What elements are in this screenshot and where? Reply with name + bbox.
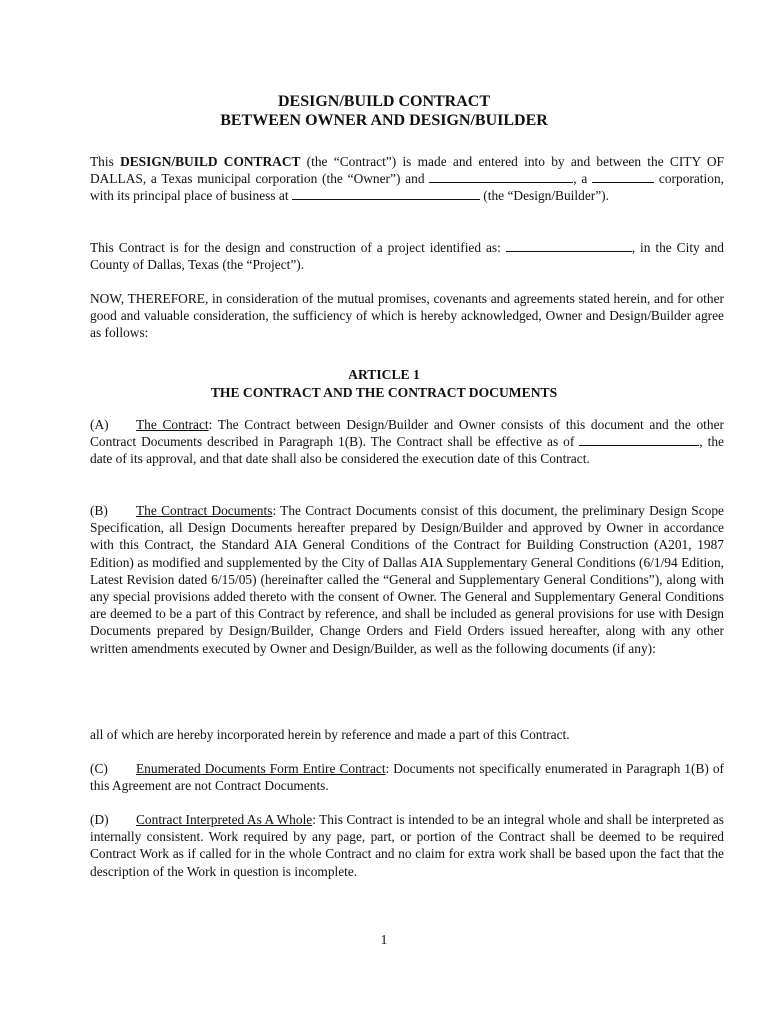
intro-text: (the “Design/Builder”). <box>479 188 609 204</box>
intro-text: (the “Contract”) is made and entered into by and between the CITY OF DALLAS, a Texas municipal corporation (the “Owner”) and <box>90 154 725 187</box>
section-b <box>90 502 724 657</box>
title-line-2: BETWEEN OWNER AND DESIGN/BUILDER <box>220 112 548 129</box>
project-text: This Contract is for the design and construction of a project identified as: <box>90 240 506 255</box>
business-address-blank[interactable] <box>292 187 480 200</box>
contract-name: DESIGN/BUILD CONTRACT <box>120 154 301 169</box>
section-c-title: Enumerated Documents Form Entire Contract <box>136 761 386 776</box>
section-c-text: : Documents not specifically enumerated in Paragraph 1(B) of this Agreement are not Contract Documents. <box>90 761 725 794</box>
intro-paragraph <box>90 153 724 205</box>
section-a <box>90 416 724 468</box>
section-b-label: (B) <box>90 503 108 518</box>
section-a-label: (A) <box>90 417 109 432</box>
design-builder-name-blank[interactable] <box>429 170 573 183</box>
state-of-incorporation-blank[interactable] <box>592 170 654 183</box>
effective-date-blank[interactable] <box>579 433 699 446</box>
article-number: ARTICLE 1 <box>348 367 420 382</box>
section-c-label: (C) <box>90 761 108 776</box>
now-therefore-paragraph: NOW, THEREFORE, in consideration of the mutual promises, covenants and agreements stated herein, and for other good and valuable consideration, the sufficiency of which is hereby acknowledged, Owner and Design/Builder agree as follows: <box>90 291 724 341</box>
intro-text: This <box>90 154 121 169</box>
title-line-1: DESIGN/BUILD CONTRACT <box>277 93 491 110</box>
article-heading: THE CONTRACT AND THE CONTRACT DOCUMENTS <box>210 385 558 400</box>
page-number: 1 <box>380 932 388 947</box>
section-b-title: The Contract Documents <box>136 503 273 518</box>
section-d-title: Contract Interpreted As A Whole <box>136 812 313 827</box>
project-name-blank[interactable] <box>506 239 632 252</box>
section-d-text: : This Contract is intended to be an integral whole and shall be interpreted as internally consistent. Work required by any page, part, or portion of the Contract shall be deemed to be required Contract Work as if called for in the whole Contract and no claim for extra work shall be based upon the fact that the description of the Work in question is incomplete. <box>90 812 724 879</box>
intro-text: corporation, with its principal place of business at <box>90 171 724 204</box>
incorporated-paragraph: all of which are hereby incorporated herein by reference and made a part of this Contract. <box>90 727 570 742</box>
intro-text: , a <box>573 171 593 187</box>
project-text: , in the City and County of Dallas, Texas (the “Project”). <box>90 240 724 273</box>
project-paragraph <box>90 239 724 273</box>
section-a-title: The Contract <box>136 417 209 432</box>
section-a-text: : The Contract between Design/Builder and Owner consists of this document and the other Contract Documents described in Paragraph 1(B). The Contract shall be effective as of <box>90 417 724 450</box>
section-d-label: (D) <box>90 812 109 827</box>
section-a-text: , the date of its approval, and that date shall also be considered the execution date of this Contract. <box>90 434 724 467</box>
document-title <box>0 92 768 130</box>
section-c <box>90 760 724 794</box>
section-d <box>90 811 724 880</box>
section-b-text: : The Contract Documents consist of this document, the preliminary Design Scope Specification, all Design Documents hereafter prepared by Design/Builder and approved by Owner in accordance with this Contract, the Standard AIA General Conditions of the Contract for Building Construction (A201, 1987 Edition) as modified and supplemented by the City of Dallas AIA Supplementary General Conditions (6/1/94 Edition, Latest Revision dated 6/15/05) (hereinafter called the “General and Supplementary General Conditions”), along with any special provisions added thereto with the consent of Owner. The General and Supplementary General Conditions are deemed to be a part of this Contract by reference, and shall be included as general provisions for use with Design Documents prepared by Design/Builder, Change Orders and Field Orders issued hereafter, along with any other written amendments executed by Owner and Design/Builder, as well as the following documents (if any): <box>90 503 724 656</box>
